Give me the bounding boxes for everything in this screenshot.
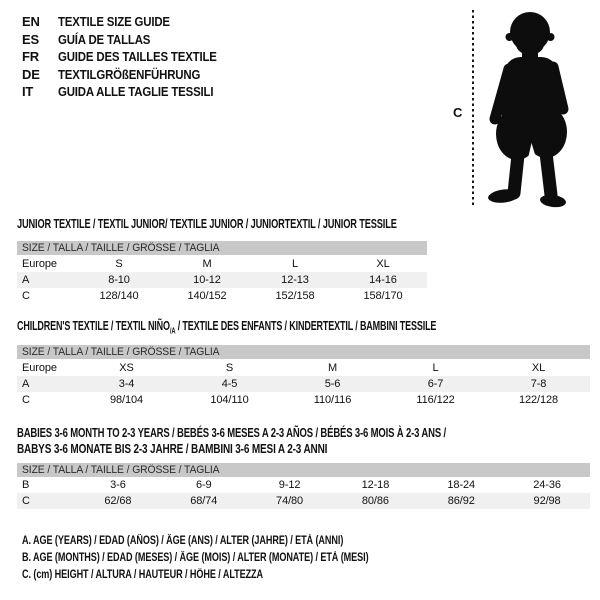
row-label: C bbox=[22, 290, 30, 302]
lang-code: EN bbox=[22, 14, 40, 30]
size-cell: M bbox=[327, 361, 338, 374]
value-cell: 10-12 bbox=[163, 272, 251, 288]
lang-code: DE bbox=[22, 66, 40, 82]
children-row-age bbox=[17, 376, 590, 392]
row-label: A bbox=[17, 376, 75, 392]
value-cell: 116/122 bbox=[416, 394, 455, 406]
size-cell: XS bbox=[119, 361, 134, 374]
row-label: A bbox=[17, 272, 75, 288]
size-cell: M bbox=[202, 257, 212, 270]
lang-label: GUIDA ALLE TAGLIE TESSILI bbox=[58, 84, 214, 100]
lang-row-de bbox=[22, 66, 238, 84]
children-size-bar: SIZE / TALLA / TAILLE / GRÖSSE / TAGLIA bbox=[17, 345, 590, 359]
junior-header-row bbox=[17, 255, 427, 272]
legend-line-c: C. (cm) HEIGHT / ALTURA / HAUTEUR / HÖHE / ALTEZZA bbox=[22, 569, 263, 581]
lang-label: TEXTILE SIZE GUIDE bbox=[58, 14, 170, 30]
legend-line-b: B. AGE (MONTHS) / EDAD (MESES) / ÂGE (MOIS) / ALTER (MONATE) / ETÀ (MESI) bbox=[22, 552, 369, 564]
row-label: C bbox=[17, 493, 75, 509]
lang-row-fr bbox=[22, 48, 238, 66]
value-cell: 128/140 bbox=[99, 290, 139, 302]
baby-silhouette-image bbox=[483, 7, 585, 212]
title-subscript: /A bbox=[169, 326, 176, 336]
language-title-block bbox=[22, 13, 238, 101]
babies-size-table bbox=[17, 463, 590, 509]
value-cell: 122/128 bbox=[518, 394, 559, 406]
children-size-table bbox=[17, 345, 590, 408]
row-label: C bbox=[22, 394, 30, 406]
region-label: Europe bbox=[22, 257, 57, 270]
value-cell: 86/92 bbox=[418, 493, 504, 509]
value-cell: 8-10 bbox=[75, 272, 163, 288]
size-cell: S bbox=[225, 361, 234, 374]
lang-row-en bbox=[22, 13, 238, 31]
legend-line-a: A. AGE (YEARS) / EDAD (AÑOS) / ÂGE (ANS) / ALTER (JAHRE) / ETÀ (ANNI) bbox=[22, 535, 344, 547]
value-cell: 12-13 bbox=[251, 272, 339, 288]
value-cell: 18-24 bbox=[447, 479, 476, 491]
lang-code: IT bbox=[22, 84, 34, 100]
babies-row-height bbox=[17, 493, 590, 509]
size-cell: XL bbox=[376, 257, 390, 270]
lang-code: FR bbox=[22, 49, 39, 65]
junior-size-bar: SIZE / TALLA / TAILLE / GRÖSSE / TAGLIA bbox=[17, 241, 427, 255]
lang-code: ES bbox=[22, 31, 39, 47]
size-cell: S bbox=[115, 257, 123, 270]
row-label: B bbox=[22, 479, 30, 491]
value-cell: 12-18 bbox=[361, 479, 390, 491]
junior-row-height bbox=[17, 288, 427, 304]
lang-row-it bbox=[22, 83, 238, 101]
value-cell: 4-5 bbox=[178, 376, 281, 392]
value-cell: 3-6 bbox=[110, 479, 126, 491]
lang-label: GUIDE DES TAILLES TEXTILE bbox=[58, 49, 217, 65]
junior-size-table bbox=[17, 241, 427, 304]
value-cell: 80/86 bbox=[332, 493, 418, 509]
size-cell: XL bbox=[531, 361, 546, 374]
value-cell: 110/116 bbox=[313, 394, 352, 406]
value-cell: 14-16 bbox=[339, 272, 427, 288]
value-cell: 152/158 bbox=[275, 290, 315, 302]
babies-section-title: BABIES 3-6 MONTH TO 2-3 YEARS / BEBÉS 3-6 MESES A 2-3 AÑOS / BÉBÉS 3-6 MOIS À 2-3 ANS / BABYS 3-6 MONATE BIS 2-3 JAHRE / BAMBINI 3-6 MESI A 2-3 ANNI bbox=[17, 426, 446, 456]
measurement-legend bbox=[22, 535, 461, 586]
size-cell: L bbox=[291, 257, 299, 270]
value-cell: 7-8 bbox=[487, 376, 590, 392]
value-cell: 5-6 bbox=[281, 376, 384, 392]
value-cell: 3-4 bbox=[75, 376, 178, 392]
value-cell: 140/152 bbox=[187, 290, 227, 302]
value-cell: 68/74 bbox=[161, 493, 247, 509]
junior-section-title: JUNIOR TEXTILE / TEXTIL JUNIOR/ TEXTILE JUNIOR / JUNIORTEXTIL / JUNIOR TESSILE bbox=[17, 217, 397, 231]
size-cell: L bbox=[432, 361, 439, 374]
height-marker-label: C bbox=[453, 105, 463, 120]
lang-label: GUÍA DE TALLAS bbox=[58, 31, 151, 47]
value-cell: 9-12 bbox=[278, 479, 301, 491]
value-cell: 92/98 bbox=[504, 493, 590, 509]
value-cell: 62/68 bbox=[75, 493, 161, 509]
value-cell: 24-36 bbox=[533, 479, 561, 491]
children-section-title: CHILDREN'S TEXTILE / TEXTIL $NIÑO_{/A}$ / TEXTILE DES ENFANTS / KINDERTEXTIL / BAMBINI TESSILE bbox=[17, 319, 437, 336]
children-header-row bbox=[17, 359, 590, 376]
value-cell: 104/110 bbox=[210, 394, 249, 406]
junior-row-age bbox=[17, 272, 427, 288]
value-cell: 158/170 bbox=[363, 290, 403, 302]
lang-label: TEXTILGRÖßENFÜHRUNG bbox=[58, 66, 201, 82]
value-cell: 74/80 bbox=[247, 493, 333, 509]
babies-row-months bbox=[17, 477, 590, 493]
babies-size-bar: SIZE / TALLA / TAILLE / GRÖSSE / TAGLIA bbox=[17, 463, 590, 477]
value-cell: 6-9 bbox=[195, 479, 212, 491]
value-cell: 98/104 bbox=[109, 394, 144, 406]
children-row-height bbox=[17, 392, 590, 408]
lang-row-es bbox=[22, 31, 238, 49]
value-cell: 6-7 bbox=[384, 376, 487, 392]
height-measure-dashed-line bbox=[472, 10, 474, 206]
region-label: Europe bbox=[22, 361, 57, 374]
